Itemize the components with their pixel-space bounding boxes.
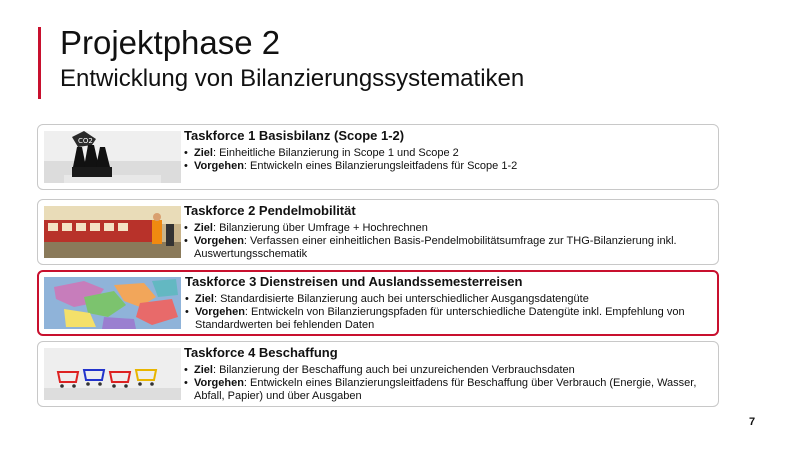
svg-text:CO2: CO2 bbox=[78, 137, 93, 145]
taskforce-card-3 bbox=[37, 270, 719, 336]
page-subtitle: Entwicklung von Bilanzierungssystematiken bbox=[60, 65, 525, 92]
card-title: Taskforce 3 Dienstreisen und Auslandssemesterreisen bbox=[185, 274, 523, 289]
train-station-image bbox=[44, 206, 181, 258]
taskforce-card-1 bbox=[37, 124, 719, 190]
goal-bullet: • Ziel: Standardisierte Bilanzierung auch bei unterschiedlicher Ausgangsdatengüte bbox=[185, 293, 709, 306]
approach-bullet: • Vorgehen: Verfassen einer einheitlichen Basis-Pendelmobilitätsumfrage zur THG-Bilanzierung inkl. Auswertungsschematik bbox=[184, 235, 710, 261]
approach-bullet: • Vorgehen: Entwickeln von Bilanzierungspfaden für unterschiedliche Datengüte inkl. Empfehlung von Standardwerten bei fehlenden Daten bbox=[185, 306, 709, 332]
goal-bullet: • Ziel: Einheitliche Bilanzierung in Scope 1 und Scope 2 bbox=[184, 147, 710, 160]
goal-bullet: • Ziel: Bilanzierung über Umfrage + Hochrechnen bbox=[184, 222, 710, 235]
title-accent-bar bbox=[38, 27, 41, 99]
card-title: Taskforce 2 Pendelmobilität bbox=[184, 203, 356, 218]
europe-map-image bbox=[44, 277, 181, 329]
goal-bullet: • Ziel: Bilanzierung der Beschaffung auch bei unzureichenden Verbrauchsdaten bbox=[184, 364, 710, 377]
page-title: Projektphase 2 bbox=[60, 24, 281, 61]
taskforce-card-2 bbox=[37, 199, 719, 265]
shopping-carts-image bbox=[44, 348, 181, 400]
card-title: Taskforce 1 Basisbilanz (Scope 1-2) bbox=[184, 128, 405, 143]
card-title: Taskforce 4 Beschaffung bbox=[184, 345, 338, 360]
approach-bullet: • Vorgehen: Entwickeln eines Bilanzierungsleitfadens für Scope 1-2 bbox=[184, 160, 710, 173]
approach-bullet: • Vorgehen: Entwickeln eines Bilanzierungsleitfadens für Beschaffung über Verbrauch (Energie, Wasser, Abfall, Papier) und über Ausgaben bbox=[184, 377, 710, 403]
smokestacks-co2-image bbox=[44, 131, 181, 183]
page-number: 7 bbox=[749, 416, 756, 428]
taskforce-card-4 bbox=[37, 341, 719, 407]
